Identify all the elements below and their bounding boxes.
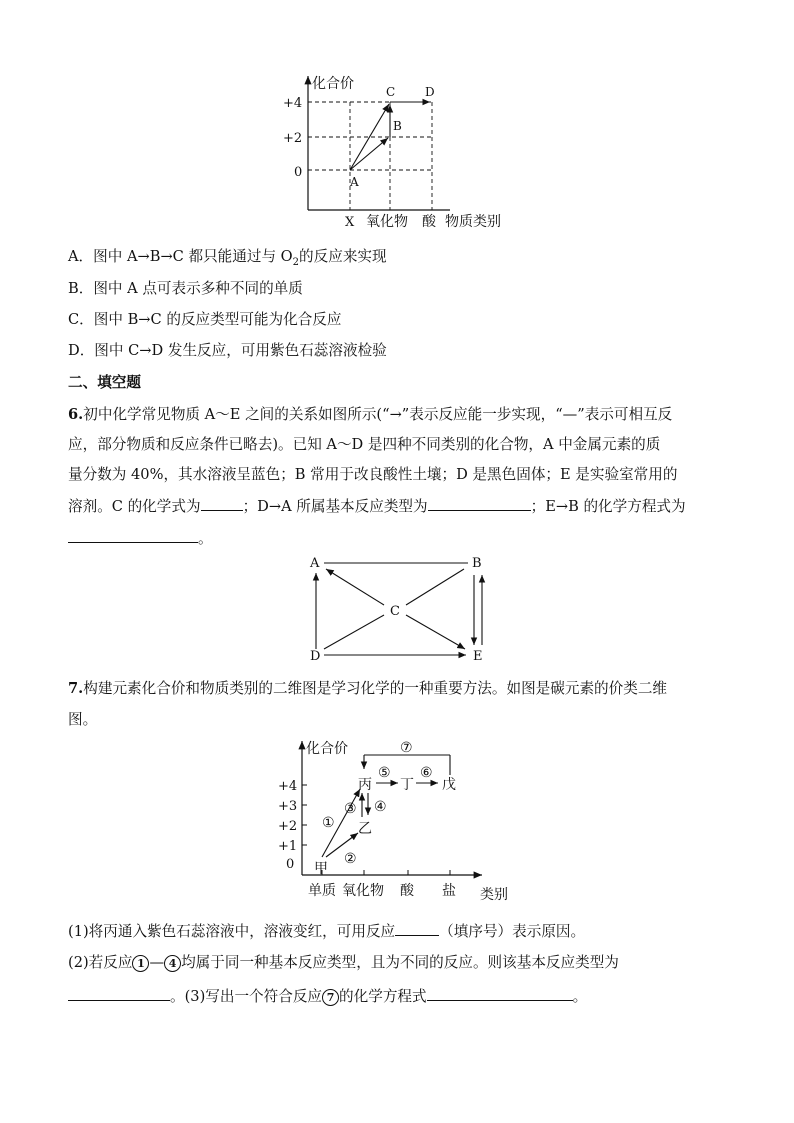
- substance-jia: 甲: [314, 861, 328, 877]
- q6-line: 量分数为 40%，其水溶液呈蓝色；B 常用于改良酸性土壤；D 是黑色固体；E 是实验室常用的: [68, 466, 678, 483]
- y-tick: +2: [278, 819, 298, 834]
- valence-class-chart-1: [270, 70, 520, 235]
- y-tick: 0: [294, 165, 303, 180]
- answer-blank[interactable]: [428, 496, 531, 511]
- answer-blank[interactable]: [427, 986, 573, 1001]
- reaction-label: ⑥: [420, 765, 433, 781]
- option-c: C．图中 B→C 的反应类型可能为化合反应: [68, 311, 342, 328]
- node-label: A: [310, 556, 320, 571]
- section-title: 二、填空题: [68, 374, 141, 391]
- node-label: B: [472, 556, 482, 571]
- reaction-label: ②: [344, 851, 357, 867]
- point-label: B: [393, 119, 402, 133]
- reaction-label: ⑦: [400, 740, 413, 756]
- answer-blank[interactable]: [201, 496, 243, 511]
- line-c-d: [324, 615, 384, 649]
- point-label: C: [386, 85, 396, 99]
- arrow-a-b: [350, 138, 388, 170]
- node-label: D: [310, 649, 321, 664]
- reaction-label: ④: [374, 799, 387, 815]
- substance-wu: 戊: [442, 777, 456, 793]
- circled-number: 1: [132, 955, 149, 972]
- x-label: 酸: [400, 883, 414, 899]
- arrow-a-c: [350, 104, 389, 170]
- line-c-b: [406, 569, 464, 605]
- x-label: 单质: [308, 883, 336, 899]
- y-title: 化合价: [312, 76, 354, 92]
- answer-blank[interactable]: [68, 528, 198, 543]
- y-tick: +3: [278, 799, 298, 814]
- substance-relation-diagram: [300, 553, 500, 665]
- substance-ding: 丁: [400, 777, 414, 793]
- arrow-c-e: [406, 615, 465, 649]
- x-label: 氧化物: [342, 883, 384, 899]
- q7-line: 图。: [68, 711, 98, 728]
- y-tick: +4: [278, 779, 298, 794]
- point-label: A: [350, 175, 359, 189]
- substance-yi: 乙: [358, 821, 372, 837]
- q7-sub1: (1)将丙通入紫色石蕊溶液中，溶液变红，可用反应 （填序号）表示原因。: [68, 923, 586, 940]
- circled-number: 7: [322, 989, 339, 1006]
- circled-number: 4: [164, 955, 181, 972]
- option-d: D．图中 C→D 发生反应，可用紫色石蕊溶液检验: [68, 342, 387, 359]
- answer-blank[interactable]: [68, 986, 170, 1001]
- x-label: 氧化物: [366, 214, 408, 230]
- node-label: C: [390, 604, 400, 619]
- arrow-c-a: [326, 569, 384, 605]
- x-label: X: [345, 215, 355, 230]
- x-title: 类别: [480, 887, 508, 903]
- q6-line: 6.初中化学常见物质 A～E 之间的关系如图所示(“→”表示反应能一步实现，“—”表示可相互反: [68, 406, 673, 423]
- substance-bing: 丙: [358, 777, 372, 793]
- y-tick: +4: [283, 96, 303, 111]
- y-tick: +2: [283, 131, 303, 146]
- q7-sub2: (2)若反应 1 — 4 均属于同一种基本反应类型，且为不同的反应。则该基本反应类型为: [68, 954, 619, 971]
- y-tick: 0: [286, 857, 295, 872]
- y-title: 化合价: [306, 741, 348, 757]
- answer-blank[interactable]: [395, 921, 439, 936]
- reaction-label: ①: [322, 815, 335, 831]
- reaction-label: ⑤: [378, 765, 391, 781]
- carbon-valence-class-chart: [272, 735, 522, 905]
- q6-line: 应，部分物质和反应条件已略去)。已知 A～D 是四种不同类别的化合物，A 中金属元素的质: [68, 436, 661, 453]
- point-label: D: [425, 85, 435, 99]
- reaction-label: ③: [344, 801, 357, 817]
- node-label: E: [473, 649, 483, 664]
- q6-line: 溶剂。C 的化学式为 ；D→A 所属基本反应类型为 ；E→B 的化学方程式为: [68, 498, 686, 515]
- q7-sub3: 。(3)写出一个符合反应 7 的化学方程式 。: [68, 986, 587, 1007]
- x-label: 盐: [442, 883, 456, 899]
- x-title: 物质类别: [445, 214, 501, 230]
- option-b: B．图中 A 点可表示多种不同的单质: [68, 280, 303, 297]
- q7-line: 7.构建元素化合价和物质类别的二维图是学习化学的一种重要方法。如图是碳元素的价类二维: [68, 680, 668, 697]
- x-label: 酸: [422, 214, 436, 230]
- y-tick: +1: [278, 839, 298, 854]
- q6-line: 。: [68, 528, 213, 549]
- option-a: A．图中 A→B→C 都只能通过与 $O_2$的反应来实现: [68, 248, 387, 268]
